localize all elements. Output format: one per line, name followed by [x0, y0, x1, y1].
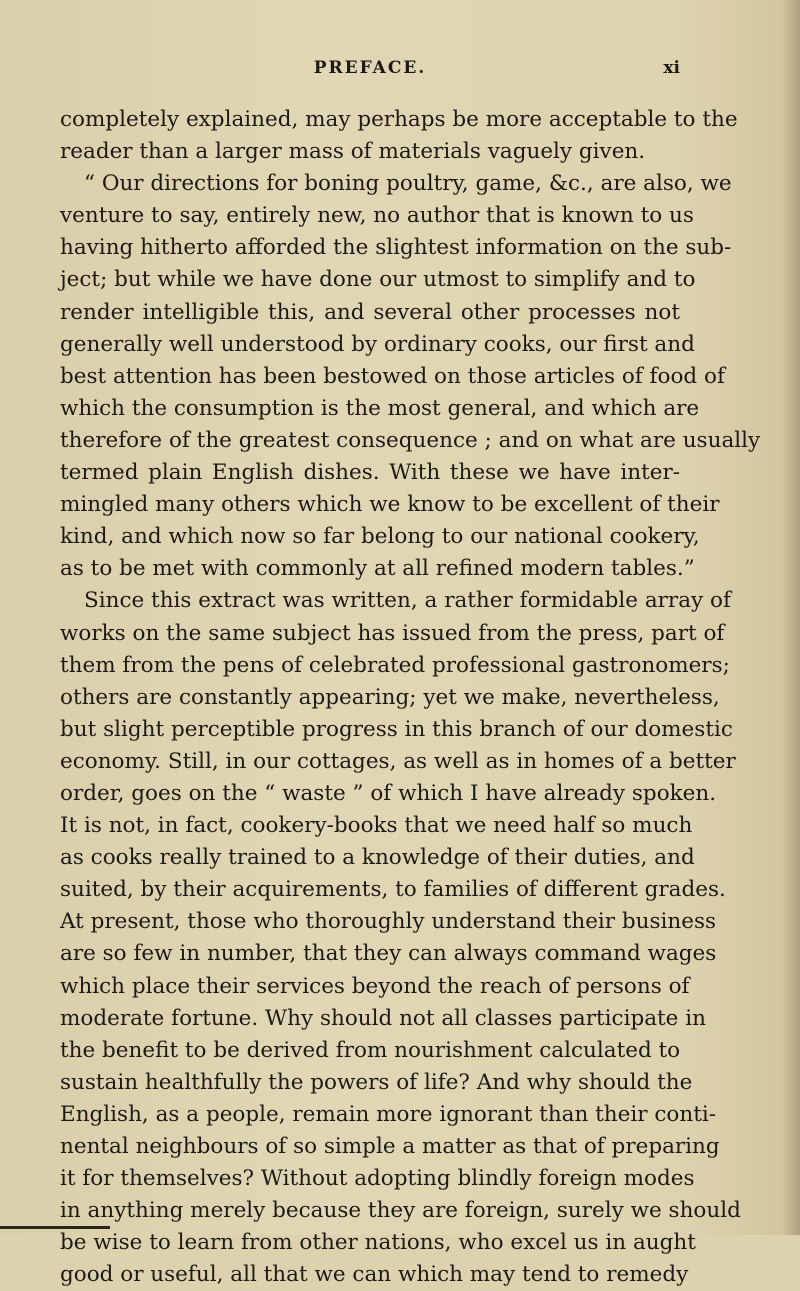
text-line: works on the same subject has issued from the press, part of [60, 620, 725, 646]
text-line: ject; but while we have done our utmost to simplify and to [60, 267, 696, 293]
text-line: mingled many others which we know to be excellent of their [60, 492, 720, 518]
text-line: order, goes on the “ waste ” of which I have already spoken. [60, 780, 717, 806]
body-text [60, 104, 761, 1291]
text-line: termed plain English dishes. With these we have inter- [60, 460, 680, 486]
text-line: kind, and which now so far belong to our national cookery, [60, 524, 700, 550]
page-edge-rule [0, 1226, 110, 1229]
text-line: completely explained, may perhaps be more acceptable to the [60, 107, 738, 132]
text-line: therefore of the greatest consequence ; and on what are usually [60, 427, 761, 453]
running-title: PREFACE. [313, 58, 427, 78]
text-line: them from the pens of celebrated professional gastronomers; [60, 652, 730, 678]
text-line: economy. Still, in our cottages, as well as in homes of a better [60, 748, 736, 774]
text-line: as to be met with commonly at all refined modern tables.” [60, 556, 695, 582]
text-line: the benefit to be derived from nourishment calculated to [60, 1037, 681, 1063]
text-line: sustain healthfully the powers of life? And why should the [60, 1069, 693, 1095]
text-line: English, as a people, remain more ignorant than their conti- [60, 1101, 716, 1127]
text-line: moderate fortune. Why should not all classes participate in [60, 1005, 706, 1031]
text-line: It is not, in fact, cookery-books that we need half so much [60, 813, 693, 839]
text-line: venture to say, entirely new, no author that is known to us [60, 203, 694, 229]
text-line: At present, those who thoroughly understand their business [60, 909, 717, 935]
text-line: be wise to learn from other nations, who excel us in aught [60, 1230, 696, 1256]
text-line: are so few in number, that they can always command wages [60, 941, 717, 967]
text-line: “ Our directions for boning poultry, game, &c., are also, we [84, 171, 732, 197]
page-number: xi [663, 58, 680, 78]
text-line: in anything merely because they are foreign, surely we should [60, 1198, 741, 1224]
text-line: which place their services beyond the reach of persons of [60, 973, 690, 999]
text-line: having hitherto afforded the slightest information on the sub- [60, 235, 732, 261]
text-line: best attention has been bestowed on those articles of food of [60, 363, 725, 389]
text-line: good or useful, all that we can which may tend to remedy [60, 1262, 689, 1288]
text-line: reader than a larger mass of materials vaguely given. [60, 139, 646, 165]
text-line: others are constantly appearing; yet we make, nevertheless, [60, 684, 720, 710]
text-line: which the consumption is the most general, and which are [60, 395, 700, 421]
text-line: nental neighbours of so simple a matter as that of preparing [60, 1134, 720, 1159]
page-header [60, 58, 680, 86]
text-line: but slight perceptible progress in this branch of our domestic [60, 716, 733, 742]
page-binding-shadow [782, 0, 800, 1235]
text-line: generally well understood by ordinary cooks, our first and [60, 331, 695, 357]
text-line: Since this extract was written, a rather formidable array of [84, 588, 731, 614]
text-line: suited, by their acquirements, to families of different grades. [60, 877, 726, 903]
text-line: as cooks really trained to a knowledge of their duties, and [60, 845, 695, 871]
text-line: it for themselves? Without adopting blindly foreign modes [60, 1166, 695, 1192]
text-line: render intelligible this, and several other processes not [60, 299, 680, 325]
